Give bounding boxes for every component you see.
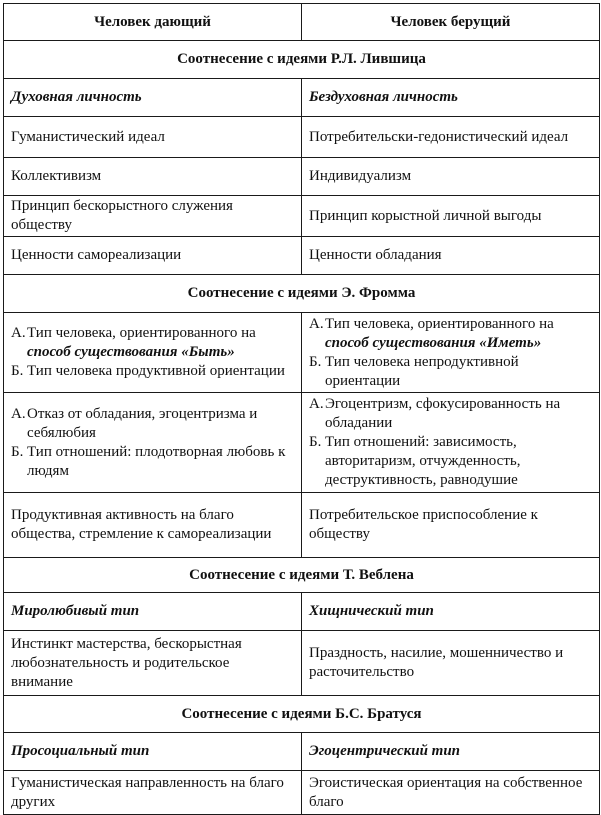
cell-right xyxy=(302,313,600,393)
type-left: Миролюбивый тип xyxy=(4,593,302,631)
list-item xyxy=(309,433,592,490)
header-taking-person: Человек берущий xyxy=(302,4,600,41)
cell-right: Принцип корыстной личной выгоды xyxy=(302,196,600,237)
list-item xyxy=(11,405,294,443)
item-marker: Б. xyxy=(11,443,24,460)
cell-left: Гуманистический идеал xyxy=(4,117,302,158)
cell-left: Принцип бескорыстного служения обществу xyxy=(4,196,302,237)
item-marker: А. xyxy=(11,405,26,422)
section-row xyxy=(4,558,600,593)
cell-left: Гуманистическая направленность на благо других xyxy=(4,771,302,815)
table-row xyxy=(4,493,600,558)
list-item xyxy=(309,353,592,391)
table-row xyxy=(4,313,600,393)
section-title: Соотнесение с идеями Б.С. Братуся xyxy=(4,696,600,733)
item-text: Тип человека, ориентированного на xyxy=(325,315,554,332)
list-item xyxy=(11,362,294,381)
cell-right: Индивидуализм xyxy=(302,158,600,196)
cell-left: Коллективизм xyxy=(4,158,302,196)
item-marker: А. xyxy=(11,325,26,341)
item-marker: А. xyxy=(309,396,324,412)
table-row xyxy=(4,117,600,158)
list-item xyxy=(309,315,592,353)
cell-right: Потребительское приспособление к обществу xyxy=(302,493,600,558)
cell-left xyxy=(4,393,302,493)
list-item xyxy=(11,443,294,481)
cell-left xyxy=(4,313,302,393)
table-row xyxy=(4,393,600,493)
table-row xyxy=(4,771,600,815)
table-row xyxy=(4,158,600,196)
item-marker: Б. xyxy=(309,353,322,370)
table-row xyxy=(4,196,600,237)
type-right: Эгоцентрический тип xyxy=(302,733,600,771)
type-right: Бездуховная личность xyxy=(302,79,600,117)
comparison-table xyxy=(3,3,600,815)
item-marker: Б. xyxy=(11,363,24,379)
cell-right: Ценности обладания xyxy=(302,237,600,275)
header-row xyxy=(4,4,600,41)
cell-right: Потребительски-гедонистический идеал xyxy=(302,117,600,158)
list-item xyxy=(11,324,294,362)
cell-left: Ценности самореализации xyxy=(4,237,302,275)
section-title: Соотнесение с идеями Э. Фромма xyxy=(4,275,600,313)
table-row xyxy=(4,237,600,275)
cell-right: Праздность, насилие, мошенничество и расточительство xyxy=(302,631,600,696)
item-text: Тип отношений: плодотворная любовь к людям xyxy=(27,443,286,479)
cell-right: Эгоистическая ориентация на собственное благо xyxy=(302,771,600,815)
cell-left: Инстинкт мастерства, бескорыстная любознательность и родительское внимание xyxy=(4,631,302,696)
type-row xyxy=(4,733,600,771)
section-row xyxy=(4,275,600,313)
type-left: Духовная личность xyxy=(4,79,302,117)
item-text: Тип человека непродуктивной ориентации xyxy=(325,353,519,389)
type-row xyxy=(4,79,600,117)
type-row xyxy=(4,593,600,631)
cell-left: Продуктивная активность на благо общества, стремление к самореализации xyxy=(4,493,302,558)
item-text: Тип человека, ориентированного на xyxy=(27,325,256,341)
item-text: Эгоцентризм, сфокусированность на обладании xyxy=(325,396,561,431)
table-row xyxy=(4,631,600,696)
section-row xyxy=(4,41,600,79)
type-right: Хищнический тип xyxy=(302,593,600,631)
item-marker: Б. xyxy=(309,434,322,450)
header-giving-person: Человек дающий xyxy=(4,4,302,41)
list-item xyxy=(309,395,592,433)
section-title: Соотнесение с идеями Р.Л. Лившица xyxy=(4,41,600,79)
type-left: Просоциальный тип xyxy=(4,733,302,771)
item-marker: А. xyxy=(309,315,324,332)
item-text: Тип человека продуктивной ориентации xyxy=(27,363,285,379)
item-emphasis: способ существования «Быть» xyxy=(27,344,235,360)
item-text: Отказ от обладания, эгоцентризма и себялюбия xyxy=(27,405,258,441)
section-title: Соотнесение с идеями Т. Веблена xyxy=(4,558,600,593)
item-emphasis: способ существования «Иметь» xyxy=(325,334,542,351)
item-text: Тип отношений: зависимость, авторитаризм, отчужденность, деструктивность, равнодушие xyxy=(325,434,521,488)
section-row xyxy=(4,696,600,733)
cell-right xyxy=(302,393,600,493)
